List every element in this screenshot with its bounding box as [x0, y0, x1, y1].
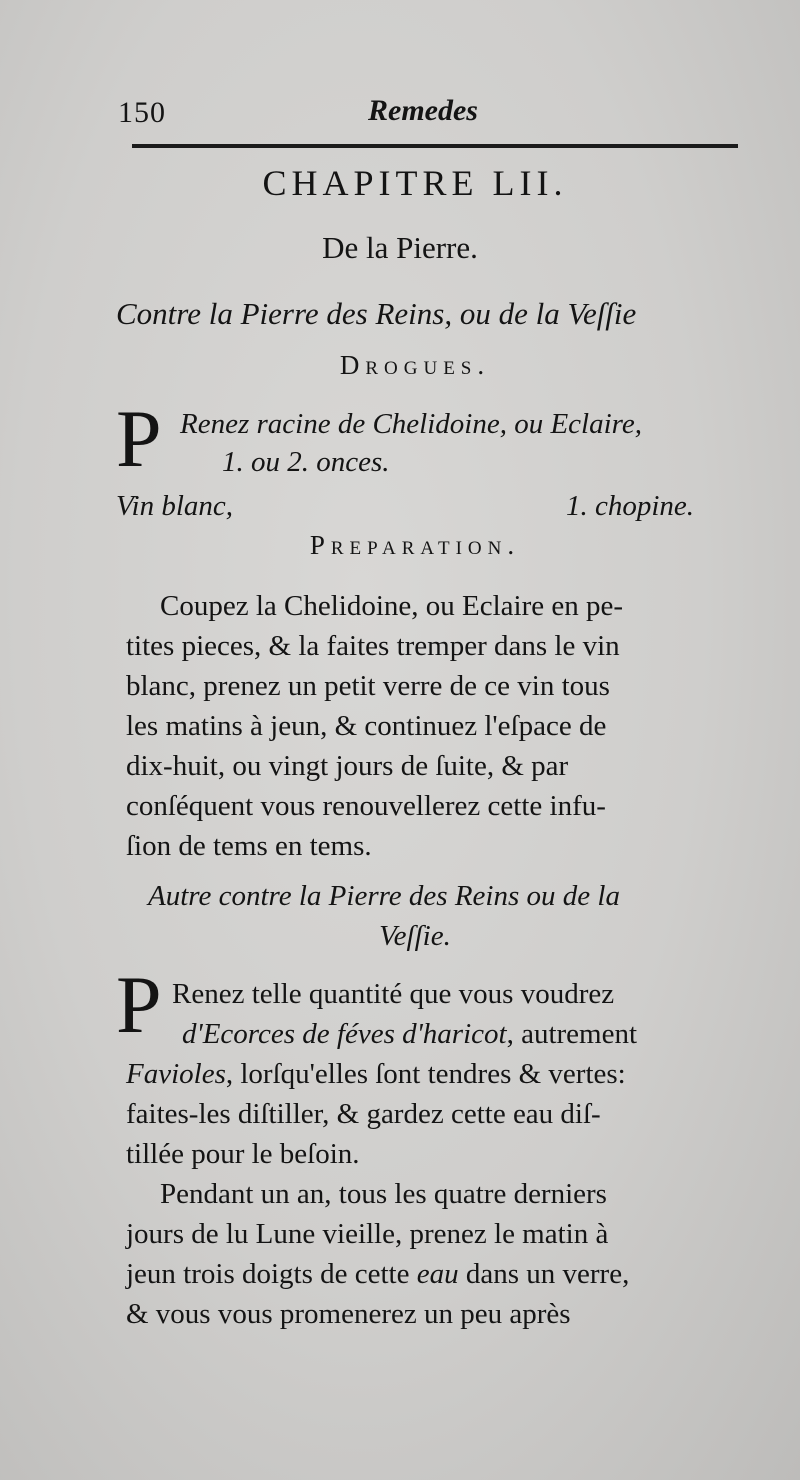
- running-head: [118, 92, 738, 136]
- recipe-title: Autre contre la Pierre des Reins ou de la: [148, 880, 620, 912]
- paragraph-line: faites-les diſtiller, & gardez cette eau diſ-: [126, 1098, 601, 1130]
- paragraph-line: & vous vous promenerez un peu après: [126, 1298, 571, 1330]
- paragraph-line: les matins à jeun, & continuez l'eſpace de: [126, 710, 607, 742]
- paragraph-line: conſéquent vous renouvellerez cette infu-: [126, 790, 606, 822]
- italic-text: d'Ecorces de féves d'haricot: [182, 1018, 507, 1050]
- drop-cap: P: [116, 959, 162, 1050]
- recipe-title: Veſſie.: [379, 920, 451, 952]
- ingredient-quantity: 1. ou 2. onces.: [222, 446, 390, 478]
- italic-text: eau: [416, 1258, 459, 1290]
- running-title: Remedes: [368, 94, 478, 127]
- paragraph-line: [126, 1258, 629, 1291]
- drop-cap: P: [116, 393, 162, 484]
- drugs-heading: Drogues.: [339, 350, 491, 380]
- paragraph-text: , lorſqu'elles ſont tendres & vertes:: [225, 1058, 626, 1090]
- paragraph-line: dix-huit, ou vingt jours de ſuite, & par: [126, 750, 569, 782]
- paragraph-line: ſion de tems en tems.: [126, 830, 372, 862]
- recipe-title: Contre la Pierre des Reins, ou de la Veſſie: [116, 296, 637, 331]
- paragraph-text: , autrement: [506, 1018, 638, 1050]
- ingredient-line: Vin blanc,: [116, 490, 234, 522]
- ingredient-line: Renez racine de Chelidoine, ou Eclaire,: [180, 408, 642, 440]
- paragraph-line: [182, 1018, 637, 1051]
- paragraph-line: Pendant un an, tous les quatre derniers: [160, 1178, 607, 1210]
- paragraph-line: [126, 1058, 626, 1091]
- page-number: 150: [118, 96, 166, 129]
- paragraph-text: dans un verre,: [458, 1258, 630, 1290]
- paragraph-line: Coupez la Chelidoine, ou Eclaire en pe-: [160, 590, 624, 622]
- section-title: De la Pierre.: [322, 230, 478, 265]
- paragraph-line: blanc, prenez un petit verre de ce vin tous: [126, 670, 610, 702]
- header-rule: [132, 144, 738, 148]
- ingredient-quantity: 1. chopine.: [566, 490, 695, 522]
- paragraph-line: jours de lu Lune vieille, prenez le matin à: [126, 1218, 609, 1250]
- paragraph-line: tillée pour le beſoin.: [126, 1138, 360, 1170]
- paragraph-line: Renez telle quantité que vous voudrez: [172, 978, 615, 1010]
- chapter-title: CHAPITRE LII.: [262, 163, 568, 203]
- paragraph-text: jeun trois doigts de cette: [126, 1258, 417, 1290]
- italic-text: Favioles: [126, 1058, 226, 1090]
- preparation-heading: Preparation.: [309, 530, 521, 560]
- paragraph-line: tites pieces, & la faites tremper dans le vin: [126, 630, 620, 662]
